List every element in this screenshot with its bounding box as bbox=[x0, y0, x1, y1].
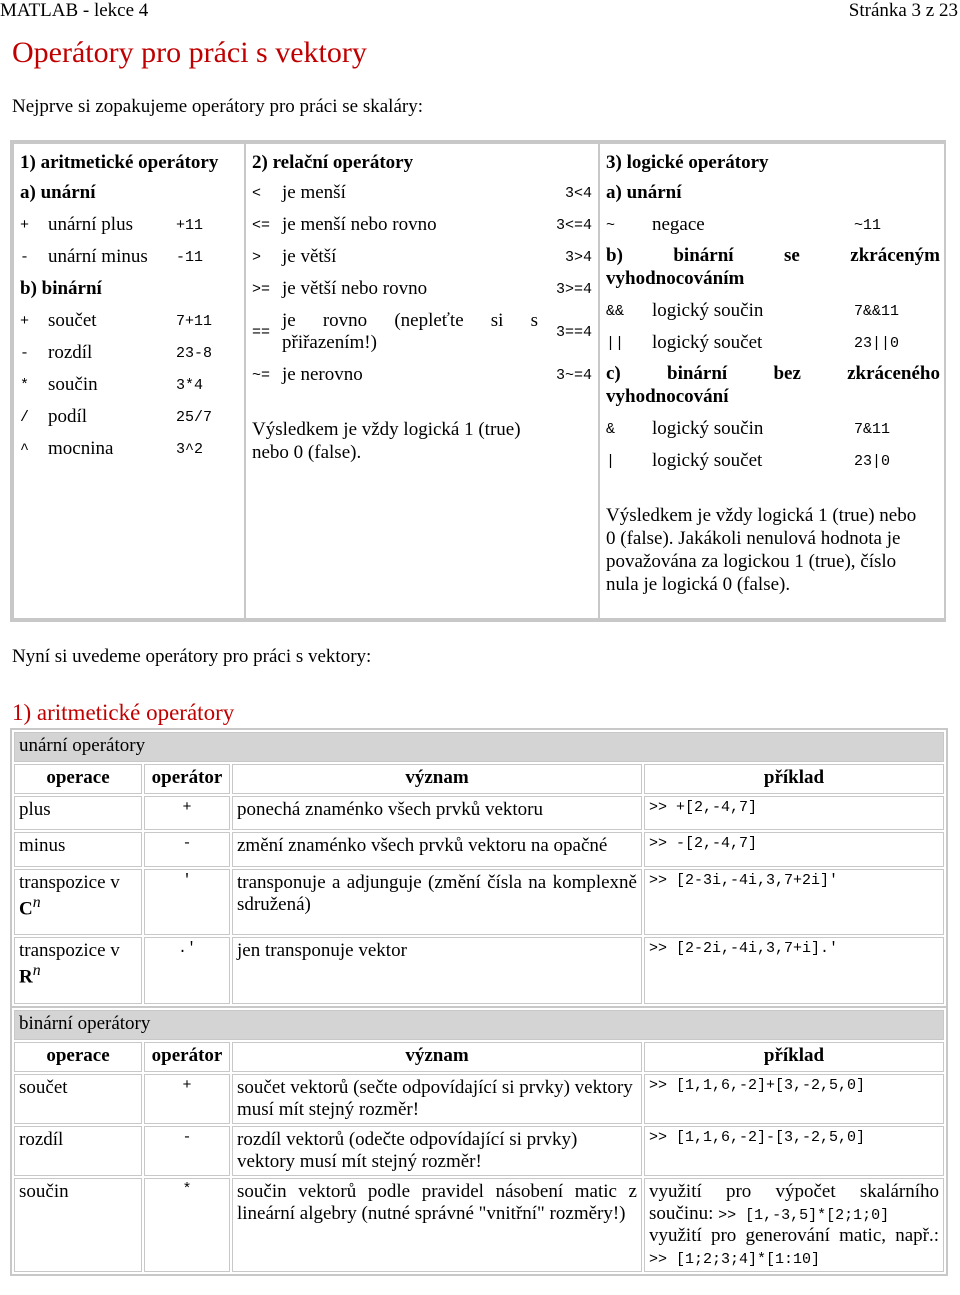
page-title: Operátory pro práci s vektory bbox=[12, 36, 367, 69]
intro-scalar: Nejprve si zopakujeme operátory pro práci se skaláry: bbox=[12, 96, 423, 117]
col2-note: Výsledkem je vždy logická 1 (true) nebo 0 (false). bbox=[252, 419, 521, 463]
binary-operators-table bbox=[10, 1006, 948, 1276]
page-header bbox=[0, 0, 960, 22]
col3-short-title: b) binární se zkráceným vyhodnocováním bbox=[606, 245, 940, 289]
col1-unary-title: a) unární bbox=[20, 182, 96, 203]
col3-full-title: c) binární bez zkráceného vyhodnocování bbox=[606, 363, 940, 407]
scalar-operators-box bbox=[10, 140, 946, 622]
arithmetic-column: 1) aritmetické operátory a) unární + unární plus +11 - unární minus -11 b) binární + součet 7+11 - rozdíl 23-8 * součin 3*4 / podíl 25/7 ^ mocnina 3^2 bbox=[12, 142, 246, 620]
section-heading: 1) aritmetické operátory bbox=[12, 700, 235, 725]
unary-section-label: unární operátory bbox=[14, 732, 944, 762]
intro-vector: Nyní si uvedeme operátory pro práci s vektory: bbox=[12, 646, 372, 667]
col-header: operátor bbox=[144, 1042, 230, 1072]
table-row: součet + součet vektorů (sečte odpovídající si prvky) vektory musí mít stejný rozměr! >> [1,1,6,-2]+[3,-2,5,0] bbox=[14, 1074, 944, 1124]
col2-row: == je rovno (nepleťte si s přiřazením!) 3==4 bbox=[252, 310, 592, 353]
table-row: minus - změní znaménko všech prvků vektoru na opačné >> -[2,-4,7] bbox=[14, 832, 944, 866]
col-header: příklad bbox=[644, 764, 944, 794]
relational-column: 2) relační operátory < je menší 3<4 <= je menší nebo rovno 3<=4 > je větší 3>4 >= je větší nebo rovno 3>=4 == je rovno (nepleťte si s přiřazením!) 3==4 ~= je nerovno 3~=4 Výsledkem je vždy logická 1 (true) nebo 0 (false). bbox=[244, 142, 600, 620]
col1-heading: 1) aritmetické operátory bbox=[20, 152, 219, 173]
col-header: operace bbox=[14, 764, 142, 794]
binary-section-label: binární operátory bbox=[14, 1010, 944, 1040]
table-row: rozdíl - rozdíl vektorů (odečte odpovídající si prvky) vektory musí mít stejný rozměr! >> [1,1,6,-2]-[3,-2,5,0] bbox=[14, 1126, 944, 1176]
col-header: význam bbox=[232, 764, 642, 794]
table-row: transpozice v $R^n$ .' jen transponuje vektor >> [2-2i,-4i,3,7+i].' bbox=[14, 937, 944, 1004]
col1-binary-title: b) binární bbox=[20, 278, 102, 299]
logical-column: 3) logické operátory a) unární ~ negace ~11 b) binární se zkráceným vyhodnocováním && logický součin 7&&11 || logický součet 23||0 c) binární bez zkráceného vyhodnocování & logický součin 7&11 | logický součet 23|0 Výsledkem je vždy logická 1 (true) nebo 0 (false). Jakákoli nenulová hodnota je považována za logickou 1 (true), číslo nula je logická 0 (false). bbox=[598, 142, 946, 620]
col-header: význam bbox=[232, 1042, 642, 1072]
col3-unary-title: a) unární bbox=[606, 182, 682, 203]
header-page-number: Stránka 3 z 23 bbox=[848, 0, 958, 21]
col3-heading: 3) logické operátory bbox=[606, 152, 769, 173]
col-header: operátor bbox=[144, 764, 230, 794]
col-header: příklad bbox=[644, 1042, 944, 1072]
col-header: operace bbox=[14, 1042, 142, 1072]
col2-heading: 2) relační operátory bbox=[252, 152, 414, 173]
col3-note: Výsledkem je vždy logická 1 (true) nebo 0 (false). Jakákoli nenulová hodnota je považována za logickou 1 (true), číslo nula je logická 0 (false). bbox=[606, 505, 917, 595]
table-row: plus + ponechá znaménko všech prvků vektoru >> +[2,-4,7] bbox=[14, 796, 944, 830]
table-row: transpozice v $C^n$ ' transponuje a adjunguje (změní čísla na komplexně sdružená) >> [2-3i,-4i,3,7+2i]' bbox=[14, 869, 944, 936]
header-left: MATLAB - lekce 4 bbox=[0, 0, 149, 21]
unary-operators-table bbox=[10, 728, 948, 1008]
table-row: součin * součin vektorů podle pravidel násobení matic z lineární algebry (nutné správné "vnitřní" rozměry!) využití pro výpočet skalárního součinu: >> [1,-3,5]*[2;1;0] využití pro generování matic, např.: >> [1;2;3;4]*[1:10] bbox=[14, 1178, 944, 1272]
